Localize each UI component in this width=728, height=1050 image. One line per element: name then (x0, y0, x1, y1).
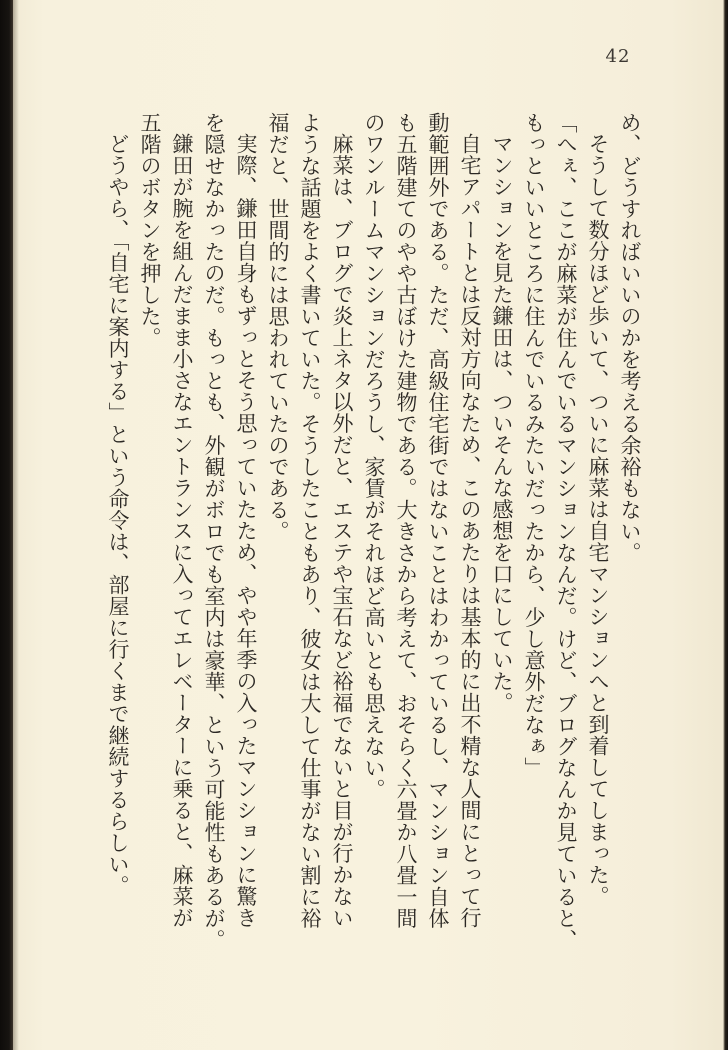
text-column-15: 鎌田が腕を組んだまま小さなエントランスに入ってエレベーターに乗ると、麻菜が (170, 133, 194, 929)
text-column-9: のワンルームマンションだろうし、家賃がそれほど高いとも思えない。 (362, 112, 386, 800)
text-block (102, 112, 646, 998)
text-column-17: どうやら、「自宅に案内する」という命令は、部屋に行くまで継続するらしい。 (106, 133, 130, 897)
text-column-12: 福だと、世間的には思われていたのである。 (266, 112, 290, 542)
text-column-7: 動範囲外である。ただ、高級住宅街ではないことはわかっているし、マンション自体 (426, 112, 450, 929)
text-column-11: ような話題をよく書いていた。そうしたこともあり、彼女は大して仕事がない割に裕 (298, 112, 322, 929)
text-column-8: も五階建てのやや古ぼけた建物である。大きさから考えて、おそらく六畳か八畳一間 (394, 112, 418, 929)
text-column-6: 自宅アパートとは反対方向なため、このあたりは基本的に出不精な人間にとって行 (458, 133, 482, 929)
page-number: 42 (605, 46, 631, 67)
text-column-14: を隠せなかったのだ。もっとも、外観がボロでも室内は豪華、という可能性もあるが。 (202, 112, 226, 951)
text-column-1: め、どうすればいいのかを考える余裕もない。 (618, 112, 642, 564)
text-column-16: 五階のボタンを押した。 (138, 112, 162, 349)
text-column-10: 麻菜は、ブログで炎上ネタ以外だと、エステや宝石など裕福でないと目が行かない (330, 133, 354, 929)
scan-edge-right (723, 0, 728, 1050)
text-column-3: 「へぇ、ここが麻菜が住んでいるマンションなんだ。けど、ブログなんか見ていると、 (554, 112, 578, 951)
text-column-5: マンションを見た鎌田は、ついそんな感想を口にしていた。 (490, 133, 514, 714)
text-column-4: もっといいところに住んでいるみたいだったから、少し意外だなぁ」 (522, 112, 546, 779)
text-column-2: そうして数分ほど歩いて、ついに麻菜は自宅マンションへと到着してしまった。 (586, 133, 610, 907)
scan-edge-left (0, 0, 13, 1050)
text-column-13: 実際、鎌田自身もずっとそう思っていたため、やや年季の入ったマンションに驚き (234, 133, 258, 929)
